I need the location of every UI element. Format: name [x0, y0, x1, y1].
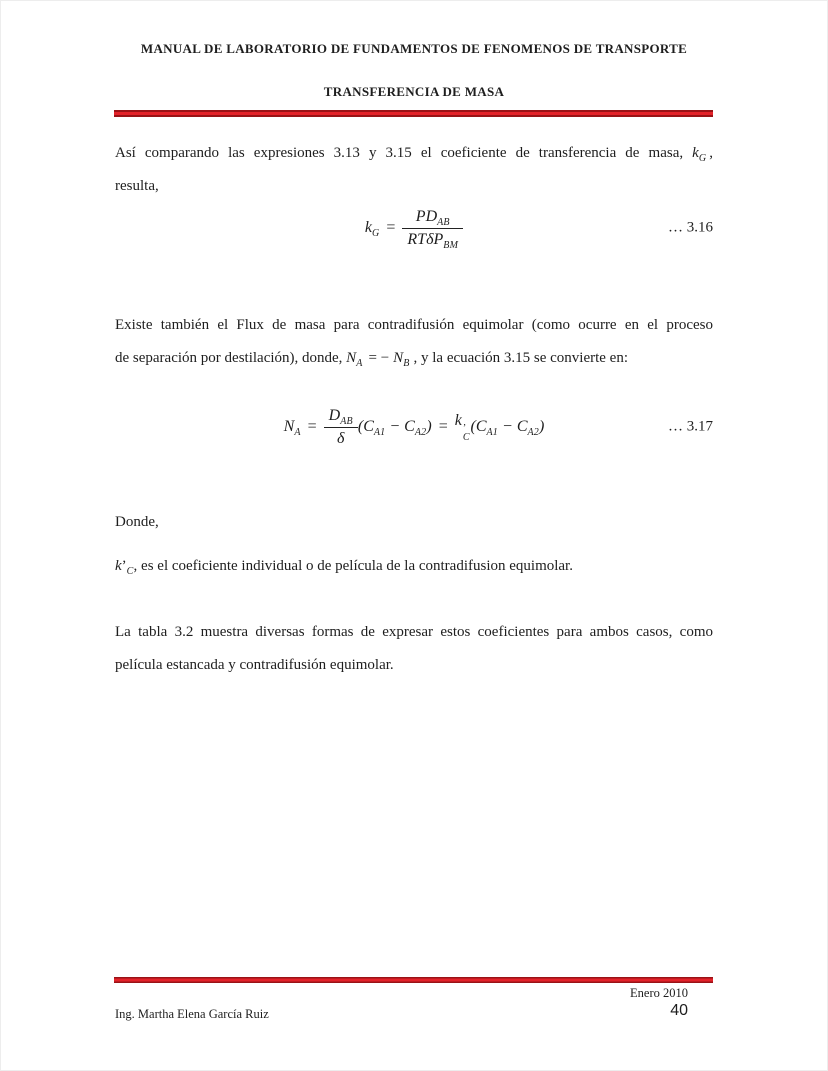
- equation-body: [365, 208, 463, 249]
- math-kc-prime: $k’_C$: [115, 558, 134, 577]
- equals-minus: = −: [368, 350, 390, 366]
- math-nb: $N_B$: [393, 350, 410, 369]
- equals-sign: =: [307, 418, 317, 435]
- text-line: [115, 550, 713, 583]
- equation-body: [284, 407, 545, 448]
- fraction: [324, 407, 358, 448]
- footer-date: Enero 2010: [630, 986, 688, 1000]
- paragraph-donde: [115, 506, 713, 539]
- footer-right-block: [630, 986, 688, 1018]
- term-concentration-difference: $(C_{A1} - C_{A2})$: [357, 418, 432, 439]
- fraction-denominator: δ: [337, 429, 345, 447]
- prime-mark: ’: [121, 558, 127, 574]
- paragraph-tabla: [115, 616, 713, 682]
- body-text: ,: [709, 145, 714, 161]
- header-subtitle: TRANSFERENCIA DE MASA: [323, 84, 505, 99]
- text-line: Donde,: [115, 514, 159, 530]
- equals-sign: =: [438, 418, 448, 435]
- fraction-numerator: $PD_{AB}$: [402, 208, 463, 229]
- math-kg: $k_G$: [364, 219, 380, 240]
- header-rule: [114, 110, 713, 117]
- math-kg: $k_G$: [692, 145, 707, 164]
- text-line: película estancada y contradifusión equimolar.: [115, 657, 394, 673]
- fraction-denominator: RTδP$_{BM}$: [407, 230, 459, 251]
- body-text: , y la ecuación 3.15 se convierte en:: [413, 350, 628, 366]
- page-number: 40: [670, 1002, 688, 1019]
- paragraph-intro: [115, 137, 713, 203]
- math-na: $N_A$: [283, 418, 301, 439]
- equation-3-17: [115, 402, 713, 452]
- equation-3-16: [115, 200, 713, 256]
- body-text: de separación por destilación), donde,: [115, 350, 343, 366]
- text-line: Existe también el Flux de masa para contradifusión equimolar (como ocurre en el proceso: [115, 317, 713, 333]
- footer-rule: [114, 977, 713, 983]
- text-line: [115, 137, 713, 170]
- paragraph-kc-definition: [115, 550, 713, 583]
- text-line: resulta,: [115, 178, 159, 194]
- fraction-numerator: $D_{AB}$: [324, 407, 358, 428]
- equals-sign: =: [386, 219, 396, 236]
- body-text: , es el coeficiente individual o de película de la contradifusion equimolar.: [133, 558, 573, 574]
- text-line: La tabla 3.2 muestra diversas formas de expresar estos coeficientes para ambos casos, como: [115, 624, 713, 640]
- math-kc-prime: k ’ C: [454, 412, 470, 443]
- math-na: $N_A$: [346, 350, 363, 369]
- body-text: Así comparando las expresiones 3.13 y 3.15 el coeficiente de transferencia de masa,: [115, 145, 684, 161]
- equation-number: … 3.16: [668, 219, 713, 236]
- equation-number: … 3.17: [668, 418, 713, 435]
- footer-author: Ing. Martha Elena García Ruiz: [115, 1007, 269, 1021]
- paragraph-equimolar: [115, 309, 713, 375]
- text-line: [115, 342, 713, 375]
- header-title: MANUAL DE LABORATORIO DE FUNDAMENTOS DE FENOMENOS DE TRANSPORTE: [140, 41, 688, 56]
- term-concentration-difference: $(C_{A1} - C_{A2})$: [470, 418, 545, 439]
- fraction: [402, 208, 463, 249]
